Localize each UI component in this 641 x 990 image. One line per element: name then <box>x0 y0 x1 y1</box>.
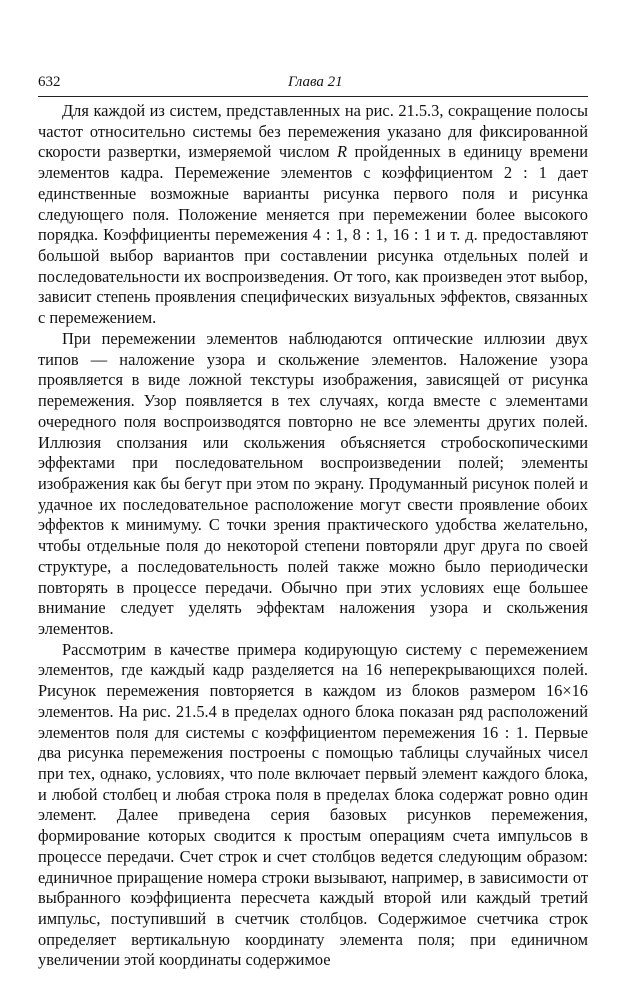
page-header <box>38 72 588 96</box>
running-head: Глава 21 <box>288 74 343 90</box>
paragraph-1-text-a: Для каждой из систем, представленных на рис. 21.5.3, сокращение полосы частот относительно системы без перемежения указано для фиксированной скорости развертки, измеряемой числом <box>38 101 588 162</box>
body-text <box>38 101 588 971</box>
paragraph-3: Рассмотрим в качестве примера кодирующую систему с перемежением элементов, где каждый кадр разделяется на 16 неперекрывающихся полей. Рисунок перемежения повторяется в каждом из блоков размером 16×16 элементов. На рис. 21.5.4 в пределах одного блока показан ряд расположений элементов поля для системы с коэффициентом перемежения 16 : 1. Первые два рисунка перемежения построены с помощью таблицы случайных чисел при тех, однако, условиях, что поле включает первый элемент каждого блока, и любой столбец и любая строка поля в пределах блока содержат ровно один элемент. Далее приведена серия базовых рисунков перемежения, формирование которых сводится к простым операциям счета импульсов в процессе передачи. Счет строк и счет столбцов ведется следующим образом: единичное приращение номера строки вызывают, например, в зависимости от выбранного коэффициента пересчета каждый второй или каждый третий импульс, поступивший в счетчик столбцов. Содержимое счетчика строк определяет вертикальную координату элемента поля; при единичном увеличении этой координаты содержимое <box>38 639 588 970</box>
header-rule <box>38 96 588 97</box>
variable-r: R <box>337 142 348 162</box>
paragraph-2: При перемежении элементов наблюдаются оптические иллюзии двух типов — наложение узора и скольжение элементов. Наложение узора проявляется в виде ложной текстуры изображения, зависящей от рисунка перемежения. Узор появляется в тех случаях, когда вместе с элементами очередного поля воспроизводятся повторно не все элементы других полей. Иллюзия сползания или скольжения объясняется стробоскопическими эффектами при последовательном воспроизведении полей; элементы изображения как бы бегут при этом по экрану. Продуманный рисунок полей и удачное их последовательное расположение могут свести проявление обоих эффектов к минимуму. С точки зрения практического удобства желательно, чтобы отдельные поля до некоторой степени повторяли друг друга по своей структуре, а последовательность полей также можно было периодически повторять в процессе передачи. Обычно при этих условиях еще большее внимание следует уделять эффектам наложения узора и скольжения элементов. <box>38 328 588 638</box>
page-number: 632 <box>38 74 61 90</box>
paragraph-1-text-b: пройденных в единицу времени элементов кадра. Перемежение элементов с коэффициентом 2 : 1 дает единственные возможные варианты рисунка первого поля и рисунка следующего поля. Положение меняется при перемежении более высокого порядка. Коэффициенты перемежения 4 : 1, 8 : 1, 16 : 1 и т. д. предоставляют большой выбор вариантов при составлении рисунка отдельных полей и последовательности их воспроизведения. От того, как произведен этот выбор, зависит степень проявления специфических визуальных эффектов, связанных с перемежением. <box>38 142 589 328</box>
paragraph-1 <box>38 101 588 329</box>
